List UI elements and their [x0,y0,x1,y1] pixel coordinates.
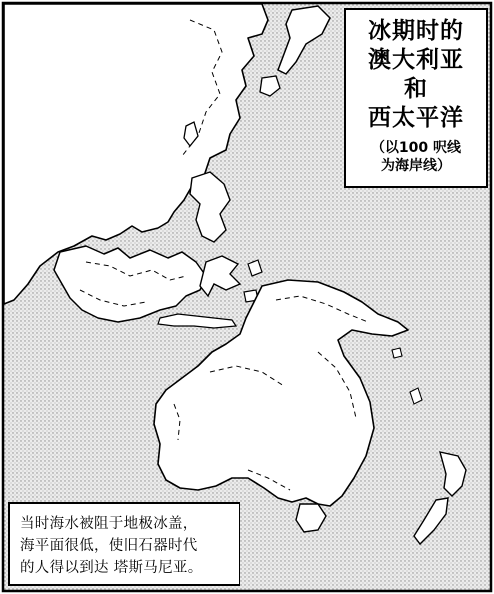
caption-line-3: 的人得以到达 塔斯马尼亚。 [20,560,203,576]
map-title-line-4: 西太平洋 [368,105,464,131]
caption-box [8,502,240,586]
map-subtitle-line-2: 为海岸线） [381,158,451,174]
map-title-box [344,8,488,188]
map-subtitle-line-1: （以100 呎线 [370,140,462,156]
caption-line-1: 当时海水被阻于地极冰盖， [20,516,198,532]
map-title-line-3: 和 [404,76,428,102]
map-title-line-1: 冰期时的 [368,18,464,44]
caption-line-2: 海平面很低，使旧石器时代 [20,538,198,554]
map-title-line-2: 澳大利亚 [368,47,464,73]
